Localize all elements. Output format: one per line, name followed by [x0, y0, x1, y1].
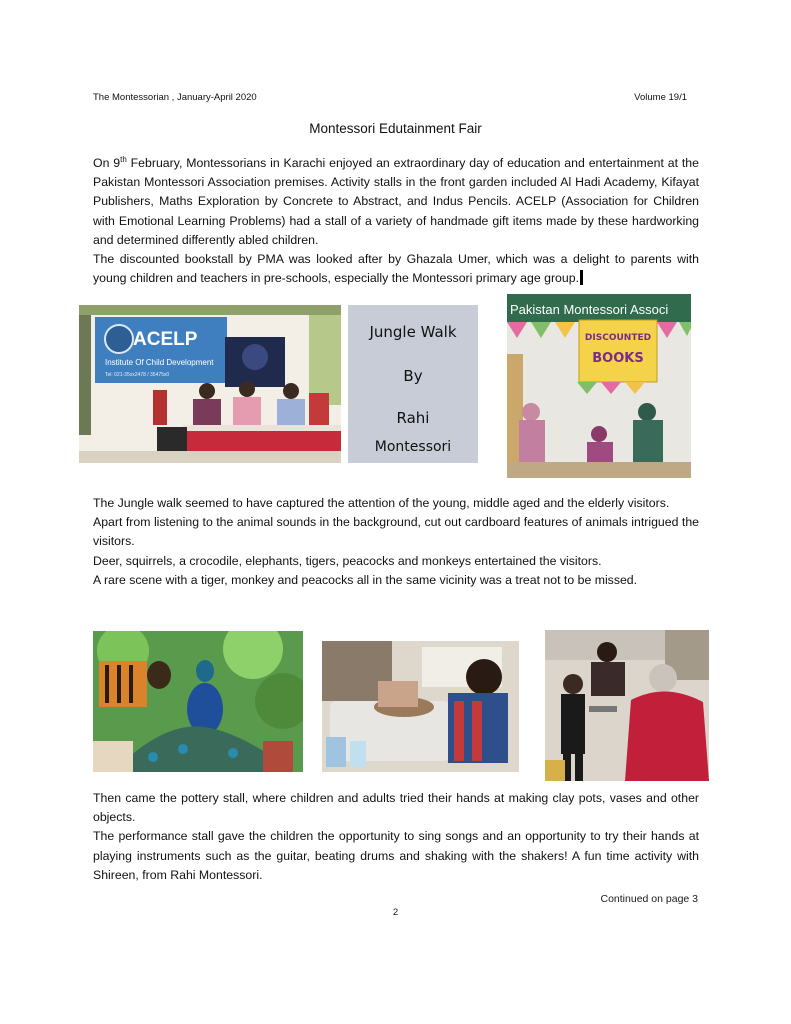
text-cursor — [580, 270, 583, 285]
acelp-banner-phone: Tel: 021-35xx2478 / 35475x0 — [105, 372, 170, 378]
jungle-line-1: The Jungle walk seemed to have captured the attention of the young, middle aged and the elderly visitors. — [93, 496, 670, 510]
pottery-line: Then came the pottery stall, where children and adults tried their hands at making clay pots, vases and other objects. — [93, 791, 699, 825]
bookstall-sign-line2: BOOKS — [592, 351, 644, 366]
photo-jungle-walk-sign — [348, 305, 478, 463]
jungle-line-4: A rare scene with a tiger, monkey and peacocks all in the same vicinity was a treat not to be missed. — [93, 572, 638, 587]
continued-note: Continued on page 3 — [600, 893, 698, 905]
bookstall-sign-line1: DISCOUNTED — [584, 333, 652, 343]
performance-line: The performance stall gave the children the opportunity to sing songs and an opportunity to try their hands at playing instruments such as the guitar, beating drums and shaking with the shakers! A fun time activity with Shireen, from Rahi Montessori. — [93, 829, 699, 882]
bookstall-banner: Pakistan Montessori Associ — [510, 302, 669, 317]
jungle-sign-line2: By — [403, 367, 423, 385]
acelp-banner-title: ACELP — [133, 329, 198, 350]
jungle-sign-line1: Jungle Walk — [369, 323, 457, 341]
photo-discounted-bookstall — [507, 294, 691, 478]
photo-acelp-stall — [79, 305, 341, 463]
header-publication: The Montessorian , January-April 2020 — [93, 92, 257, 103]
jungle-line-3: Deer, squirrels, a crocodile, elephants, tigers, peacocks and monkeys entertained the visitors. — [93, 553, 602, 568]
photo-pottery-stall — [322, 641, 519, 772]
photo-tiger-peacock — [93, 631, 303, 772]
article-title: Montessori Edutainment Fair — [309, 121, 482, 136]
jungle-sign-line3: Rahi — [396, 409, 430, 427]
jungle-sign-line4: Montessori — [374, 439, 452, 455]
jungle-walk-paragraph — [93, 494, 699, 590]
pottery-performance-paragraph — [93, 789, 699, 885]
photo-performance-stall — [545, 630, 709, 781]
intro-paragraph: On 9th February, Montessorians in Karachi enjoyed an extraordinary day of education and entertainment at the Pakistan Montessori Association premises. Activity stalls in the front garden included Al Hadi Academy, Kifayat Publishers, Maths Exploration by Concrete to Abstract, and Indus Pencils. ACELP (Association for Children with Emotional Learning Problems) had a stall of a variety of handmade gift items made by these hardworking and determined differently abled children. The discounted bookstall by PMA was looked after by Ghazala Umer, which was a delight to parents with young children and teachers in pre-schools, especially the Montessori primary age group. — [93, 154, 699, 286]
jungle-line-2: Apart from listening to the animal sounds in the background, cut out cardboard features of animals intrigued the visitors. — [93, 515, 699, 549]
page-number: 2 — [392, 907, 399, 918]
header-volume: Volume 19/1 — [634, 92, 687, 103]
acelp-banner-subtitle: Institute Of Child Development — [105, 358, 214, 367]
